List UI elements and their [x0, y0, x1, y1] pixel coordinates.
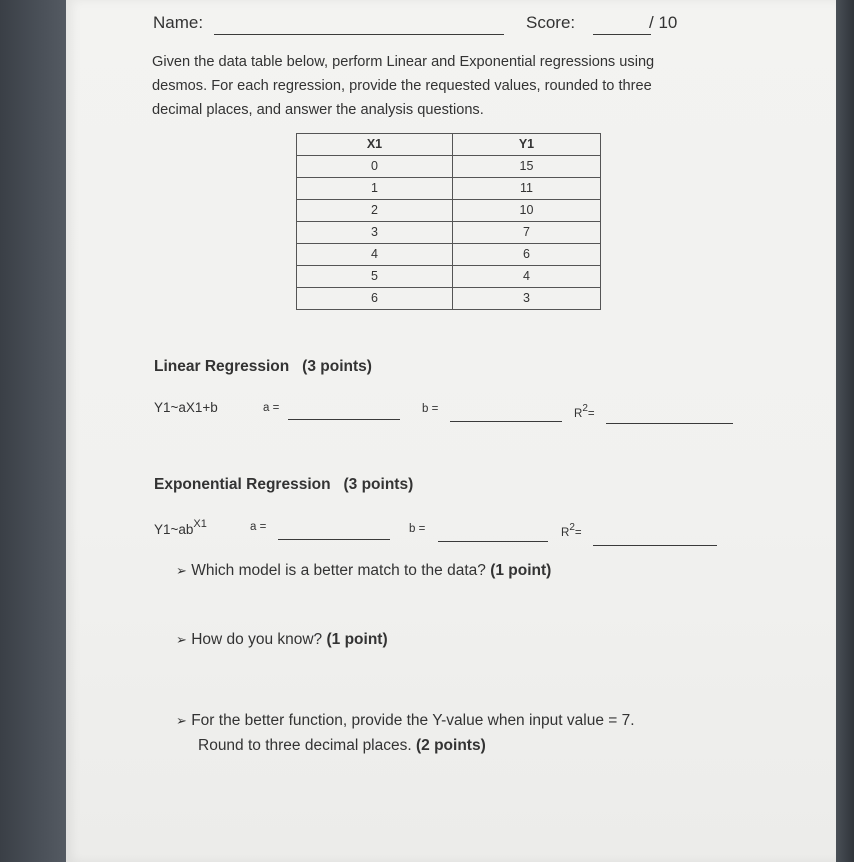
linear-points: (3 points): [302, 358, 372, 375]
cell-y1: 3: [453, 288, 601, 310]
linear-r2-answer[interactable]: [606, 423, 733, 424]
question-1-points: (1 point): [490, 562, 552, 579]
cell-y1: 15: [453, 156, 601, 178]
linear-r2-label: [574, 403, 595, 420]
column-header-x1: X1: [297, 134, 453, 156]
question-3-line-2: Round to three decimal places.: [198, 737, 412, 754]
exponential-a-label: a =: [250, 521, 267, 533]
instructions: [152, 50, 752, 122]
worksheet-paper: [66, 0, 836, 862]
linear-r2-exponent: 2: [582, 403, 588, 414]
instructions-line-2: desmos. For each regression, provide the requested values, rounded to three: [152, 78, 652, 94]
linear-b-answer[interactable]: [450, 421, 562, 422]
exponential-points: (3 points): [343, 476, 414, 493]
exponential-a-answer[interactable]: [278, 539, 390, 540]
instructions-line-3: decimal places, and answer the analysis questions.: [152, 102, 484, 118]
name-label: Name:: [153, 13, 204, 32]
exponential-b-label: b =: [409, 523, 426, 535]
table-row: [297, 266, 601, 288]
table-row: [297, 156, 601, 178]
exponential-model: [154, 518, 207, 537]
bullet-arrow-icon: ➢: [176, 563, 187, 578]
exponential-title: Exponential Regression: [154, 476, 331, 493]
exponential-r2-base: R: [561, 527, 570, 539]
question-2-points: (1 point): [326, 631, 388, 648]
cell-x1: 1: [297, 178, 453, 200]
table-row: [297, 178, 601, 200]
exponential-r2-label: [561, 522, 582, 539]
column-header-y1: Y1: [453, 134, 601, 156]
cell-y1: 4: [453, 266, 601, 288]
table-row: [297, 200, 601, 222]
linear-r2-equals: =: [587, 408, 595, 420]
table-row: [297, 244, 601, 266]
exponential-r2-equals: =: [574, 527, 582, 539]
data-table: [296, 133, 601, 310]
question-3-line-1: For the better function, provide the Y-value when input value = 7.: [191, 712, 635, 729]
score-total: / 10: [649, 13, 678, 32]
cell-y1: 7: [453, 222, 601, 244]
score-line[interactable]: [593, 34, 651, 35]
score-label: Score:: [526, 13, 576, 32]
cell-y1: 11: [453, 178, 601, 200]
exponential-r2-answer[interactable]: [593, 545, 717, 546]
linear-b-label: b =: [422, 403, 439, 415]
question-better-model: [176, 562, 551, 580]
instructions-line-1: Given the data table below, perform Linear and Exponential regressions using: [152, 54, 655, 70]
question-2-text: How do you know?: [191, 631, 323, 648]
table-header-row: [297, 134, 601, 156]
bullet-arrow-icon: ➢: [176, 632, 187, 647]
cell-x1: 6: [297, 288, 453, 310]
table-row: [297, 288, 601, 310]
cell-x1: 2: [297, 200, 453, 222]
exponential-model-base: Y1~ab: [154, 522, 194, 537]
exponential-b-answer[interactable]: [438, 541, 548, 542]
question-how-know: [176, 631, 388, 649]
linear-model: Y1~aX1+b: [154, 400, 218, 415]
cell-x1: 5: [297, 266, 453, 288]
question-1-text: Which model is a better match to the data?: [191, 562, 486, 579]
linear-title: Linear Regression: [154, 358, 290, 375]
linear-regression-heading: [154, 358, 372, 376]
question-3-points: (2 points): [416, 737, 486, 754]
linear-a-answer[interactable]: [288, 419, 400, 420]
exponential-model-exponent: X1: [193, 518, 207, 530]
table-row: [297, 222, 601, 244]
linear-a-label: a =: [263, 402, 280, 414]
bullet-arrow-icon: ➢: [176, 713, 187, 728]
exponential-r2-exponent: 2: [569, 522, 575, 533]
cell-y1: 10: [453, 200, 601, 222]
cell-x1: 3: [297, 222, 453, 244]
name-line[interactable]: [214, 34, 504, 35]
exponential-regression-heading: [154, 476, 413, 494]
cell-y1: 6: [453, 244, 601, 266]
question-y-value: [176, 708, 635, 758]
background-edge: [835, 0, 854, 862]
linear-r2-base: R: [574, 408, 583, 420]
cell-x1: 4: [297, 244, 453, 266]
cell-x1: 0: [297, 156, 453, 178]
